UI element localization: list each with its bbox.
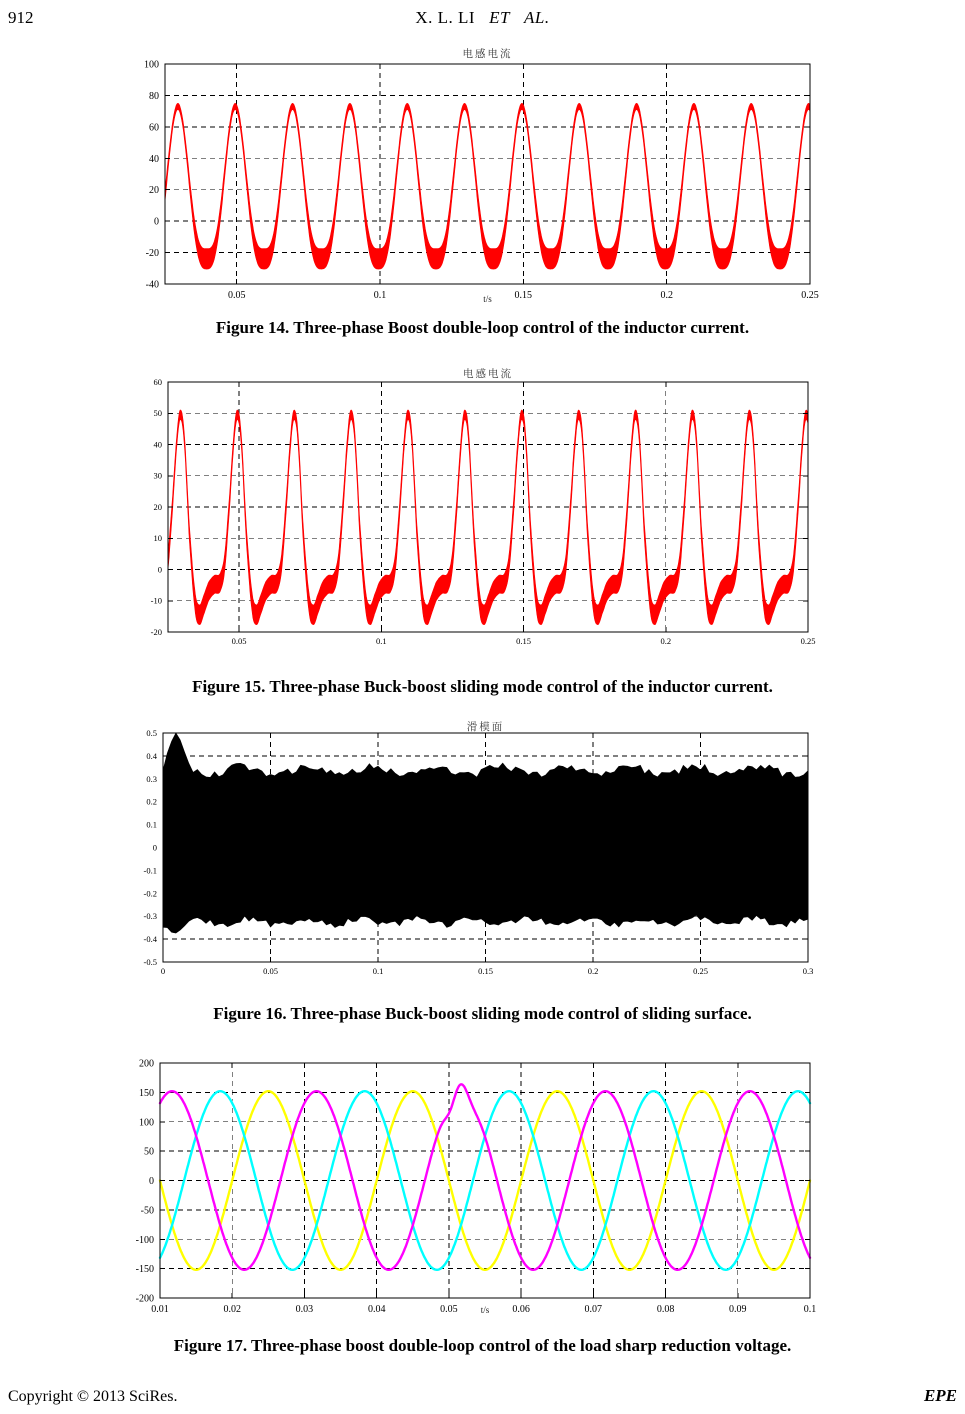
figure17-chart-canvas	[0, 1043, 965, 1315]
svg-text:50: 50	[144, 1146, 154, 1158]
figure15-chart-canvas	[0, 360, 965, 650]
running-head-authors: X. L. LI	[415, 8, 476, 27]
figure14-caption: Figure 14. Three-phase Boost double-loop control of the inductor current.	[215, 318, 750, 337]
svg-text:0.5: 0.5	[146, 728, 157, 738]
svg-text:0.2: 0.2	[660, 290, 673, 300]
tick-labels	[136, 1059, 817, 1316]
svg-text:0.05: 0.05	[231, 636, 247, 646]
svg-text:0.01: 0.01	[151, 1304, 169, 1315]
svg-text:0.3: 0.3	[802, 966, 814, 976]
svg-text:-100: -100	[135, 1234, 154, 1246]
svg-text:20: 20	[153, 502, 162, 512]
svg-text:-0.3: -0.3	[143, 911, 157, 922]
svg-text:0.15: 0.15	[478, 966, 493, 976]
svg-text:-0.4: -0.4	[143, 934, 157, 945]
svg-text:0.04: 0.04	[367, 1304, 386, 1315]
svg-text:0.25: 0.25	[693, 966, 708, 976]
inductor-current-ripple-band	[165, 103, 810, 269]
svg-text:60: 60	[153, 377, 162, 387]
svg-text:-20: -20	[145, 248, 159, 260]
figure17-xlabel: t/s	[480, 1305, 490, 1315]
svg-text:0.25: 0.25	[800, 636, 816, 646]
phase-voltage-b-magenta	[160, 1084, 810, 1270]
svg-text:0.2: 0.2	[146, 796, 157, 807]
svg-text:0.08: 0.08	[656, 1304, 675, 1315]
svg-text:0.05: 0.05	[263, 966, 278, 976]
svg-text:0.06: 0.06	[512, 1304, 530, 1315]
svg-text:0.02: 0.02	[223, 1304, 241, 1315]
svg-text:150: 150	[139, 1087, 154, 1099]
svg-text:0.2: 0.2	[587, 966, 599, 976]
svg-text:0.1: 0.1	[803, 1304, 817, 1315]
svg-text:-0.1: -0.1	[143, 865, 157, 876]
svg-text:0.1: 0.1	[375, 636, 387, 646]
svg-text:0: 0	[152, 842, 157, 853]
svg-text:-50: -50	[140, 1205, 154, 1217]
svg-text:10: 10	[153, 533, 162, 544]
svg-text:80: 80	[149, 90, 159, 102]
svg-text:-20: -20	[150, 627, 162, 637]
running-head	[0, 8, 965, 28]
svg-text:-0.2: -0.2	[143, 888, 157, 899]
svg-text:0: 0	[154, 216, 159, 228]
inductor-current-ripple-band	[168, 410, 808, 625]
figure15-caption: Figure 15. Three-phase Buck-boost sliding mode control of the inductor current.	[192, 677, 773, 696]
svg-text:-0.5: -0.5	[143, 957, 157, 967]
svg-text:30: 30	[153, 470, 162, 481]
svg-text:0: 0	[157, 564, 162, 575]
svg-text:100: 100	[139, 1117, 154, 1129]
svg-text:100: 100	[144, 59, 159, 71]
figure17-caption: Figure 17. Three-phase boost double-loop control of the load sharp reduction voltage.	[173, 1336, 792, 1355]
svg-text:0.09: 0.09	[729, 1304, 747, 1315]
svg-text:0.03: 0.03	[295, 1304, 314, 1315]
svg-text:-200: -200	[135, 1293, 154, 1305]
svg-text:60: 60	[149, 122, 159, 134]
svg-text:200: 200	[139, 1058, 154, 1070]
running-head-etal: ET AL.	[489, 8, 550, 27]
svg-text:0.25: 0.25	[801, 290, 819, 300]
footer-journal: EPE	[923, 1386, 957, 1405]
svg-text:0.3: 0.3	[146, 773, 157, 784]
svg-text:0.05: 0.05	[440, 1304, 458, 1315]
svg-text:50: 50	[153, 408, 162, 419]
figure15-plot-title: 电感电流	[463, 368, 513, 380]
svg-text:-10: -10	[150, 595, 162, 606]
figure14-xlabel: t/s	[483, 294, 492, 304]
svg-text:40: 40	[149, 153, 159, 165]
svg-text:0.15: 0.15	[514, 290, 533, 300]
svg-text:40: 40	[153, 439, 162, 450]
svg-text:20: 20	[149, 185, 159, 197]
page-number: 912	[8, 8, 34, 27]
svg-text:0: 0	[149, 1176, 154, 1187]
svg-text:0.05: 0.05	[227, 290, 246, 300]
svg-text:0.1: 0.1	[372, 966, 384, 976]
svg-text:-150: -150	[135, 1264, 154, 1276]
figure16-caption: Figure 16. Three-phase Buck-boost sliding mode control of sliding surface.	[213, 1004, 752, 1023]
figure16-plot-title: 滑模面	[466, 721, 505, 733]
svg-text:0.4: 0.4	[146, 750, 157, 761]
svg-text:0: 0	[160, 966, 166, 976]
svg-text:0.15: 0.15	[516, 636, 532, 646]
figure14-chart-canvas	[0, 44, 965, 300]
svg-text:0.1: 0.1	[146, 819, 157, 830]
figure14-plot-title: 电感电流	[462, 48, 513, 60]
svg-text:-40: -40	[145, 279, 159, 291]
figure16-chart-canvas	[0, 713, 965, 980]
svg-text:0.1: 0.1	[373, 290, 387, 300]
svg-text:0.2: 0.2	[660, 636, 672, 646]
svg-text:0.07: 0.07	[584, 1304, 603, 1315]
footer-copyright: Copyright © 2013 SciRes.	[8, 1388, 178, 1405]
